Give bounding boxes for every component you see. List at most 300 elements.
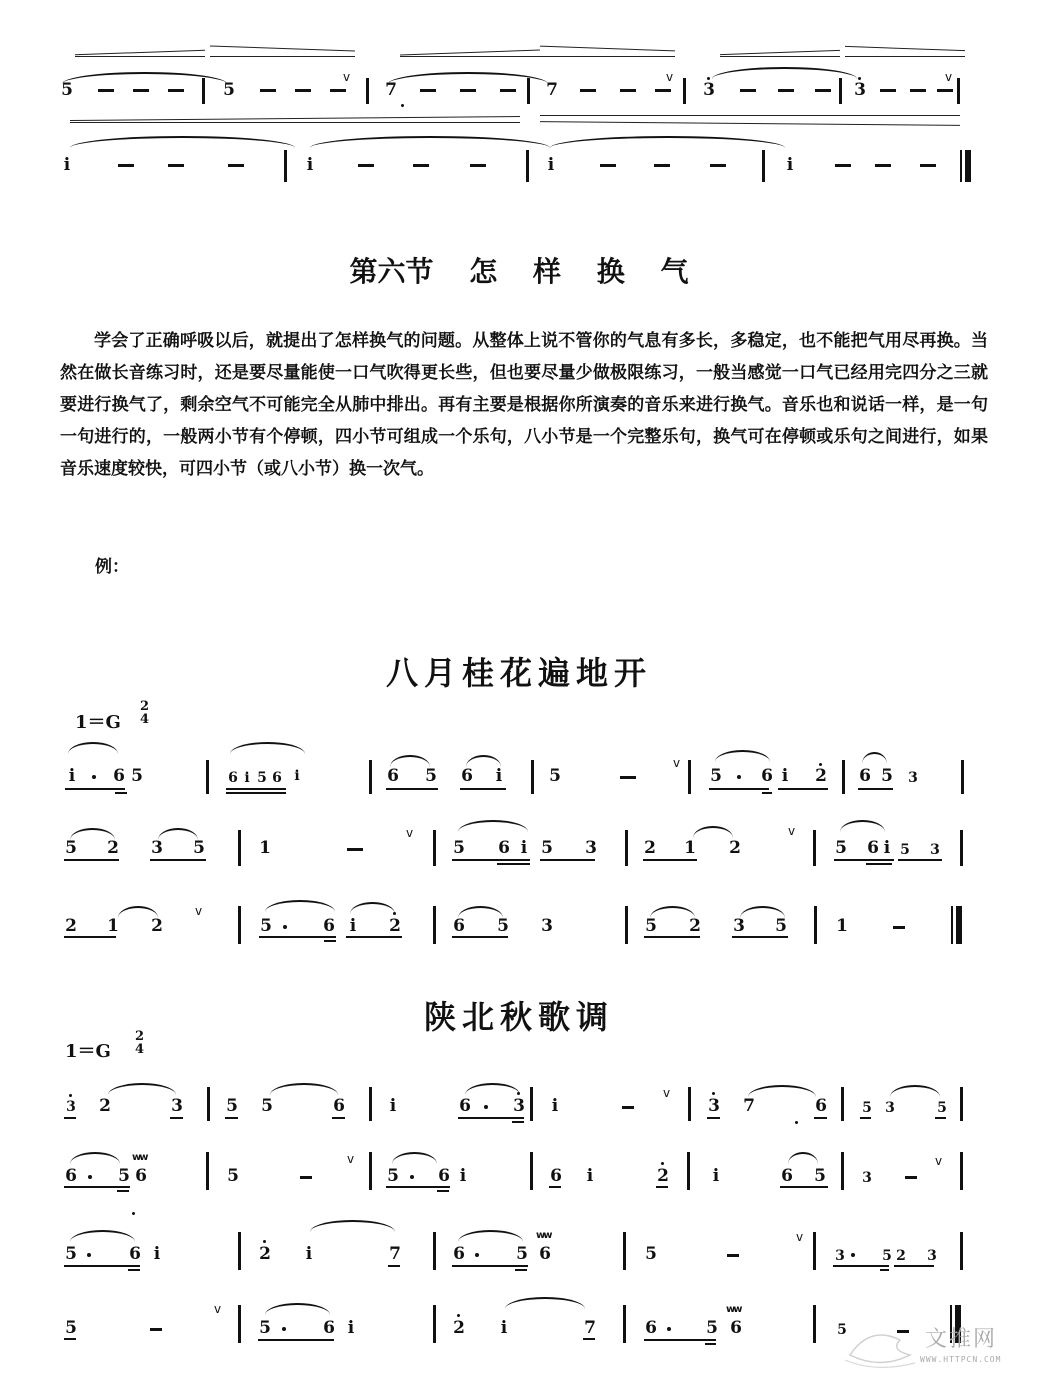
note: i — [294, 768, 300, 784]
note: 5 — [541, 838, 553, 858]
dash — [470, 164, 486, 167]
note: 1 — [259, 838, 271, 858]
note: 5 — [259, 1318, 271, 1338]
augmentation-dot — [851, 1253, 855, 1257]
song-title: 陕北秋歌调 — [423, 998, 614, 1036]
barline — [238, 906, 241, 944]
dash — [727, 1254, 739, 1257]
breath-mark: v — [214, 1302, 222, 1316]
underline — [115, 792, 127, 794]
dash — [620, 776, 636, 779]
note: 7 — [385, 80, 397, 100]
dash — [150, 1328, 162, 1331]
barline — [238, 830, 241, 866]
slur — [788, 1152, 818, 1164]
dash — [413, 164, 429, 167]
time-top: 2 — [140, 699, 150, 714]
barline — [957, 78, 960, 104]
underline — [814, 1117, 827, 1119]
breath-mark: v — [673, 756, 681, 770]
time-signature — [140, 700, 149, 726]
underline — [452, 859, 530, 861]
note: 5 — [645, 1244, 657, 1264]
dash — [260, 89, 276, 92]
dash — [300, 1176, 312, 1179]
note: 5 — [118, 1166, 130, 1186]
time-signature — [135, 1030, 144, 1056]
crescendo-hairpin — [540, 115, 960, 116]
high-octave-dot — [661, 1162, 664, 1165]
barline — [530, 1152, 533, 1190]
slur — [458, 820, 528, 832]
underline — [866, 863, 892, 865]
dash — [358, 164, 374, 167]
note: i — [786, 155, 794, 175]
slur — [70, 1230, 135, 1242]
underline — [452, 936, 508, 938]
underline — [64, 859, 119, 861]
high-octave-dot — [457, 1314, 460, 1317]
underline — [324, 940, 336, 942]
slur — [265, 900, 335, 912]
note: 5 — [710, 766, 722, 786]
barline — [625, 906, 628, 944]
note: i — [495, 766, 503, 786]
note: 3 — [171, 1096, 183, 1116]
high-octave-dot — [263, 1240, 266, 1243]
barline — [814, 906, 817, 944]
trill-mark: ww — [132, 1152, 147, 1163]
underline — [65, 788, 125, 790]
crescendo-hairpin — [400, 50, 540, 56]
breath-mark: v — [788, 824, 796, 838]
note: 6 — [761, 766, 773, 786]
barline — [433, 830, 436, 866]
note: 6 — [333, 1096, 345, 1116]
underline — [709, 788, 769, 790]
dash — [835, 164, 851, 167]
augmentation-dot — [410, 1175, 414, 1179]
underline — [644, 936, 700, 938]
note: 5 — [549, 766, 561, 786]
underline — [64, 936, 116, 938]
note: 1 — [836, 916, 848, 936]
high-octave-dot — [393, 912, 396, 915]
note: 3 — [66, 1099, 76, 1115]
note: 6 — [461, 766, 473, 786]
dash — [228, 164, 244, 167]
underline — [226, 788, 286, 790]
crescendo-hairpin — [75, 56, 205, 57]
note: 5 — [882, 1248, 892, 1264]
dash — [815, 89, 831, 92]
underline — [860, 1117, 871, 1119]
underline — [64, 1117, 76, 1119]
dash — [937, 89, 953, 92]
dash — [98, 89, 114, 92]
note: 5 — [706, 1318, 718, 1338]
dash — [460, 89, 476, 92]
note: i — [349, 916, 357, 936]
barline — [813, 1232, 816, 1270]
barline — [366, 78, 369, 104]
dash — [500, 89, 516, 92]
note: 2 — [689, 916, 701, 936]
slur — [465, 1083, 520, 1095]
breath-mark: v — [663, 1086, 671, 1100]
underline — [858, 788, 893, 790]
barline — [960, 1232, 963, 1270]
time-top: 2 — [135, 1029, 145, 1044]
note: 7 — [584, 1318, 596, 1338]
underline — [458, 1117, 524, 1119]
trill-mark: ww — [536, 1230, 551, 1241]
underline — [515, 1269, 527, 1271]
note: 7 — [546, 80, 558, 100]
low-octave-dot — [795, 1121, 798, 1124]
underline — [762, 792, 772, 794]
dash — [168, 89, 184, 92]
barline — [961, 760, 964, 794]
section-title: 第六节 怎 样 换 气 — [349, 255, 689, 288]
note: 5 — [226, 1096, 238, 1116]
barline — [688, 1087, 691, 1121]
breath-mark: v — [347, 1152, 355, 1166]
barline — [841, 1087, 844, 1121]
note: 3 — [854, 80, 866, 100]
underline — [540, 859, 595, 861]
underline — [332, 1117, 345, 1119]
decrescendo-hairpin — [540, 121, 960, 126]
slur — [68, 742, 118, 754]
barline — [238, 1305, 241, 1343]
dash — [778, 89, 794, 92]
note: 5 — [131, 766, 143, 786]
note: 6 — [498, 838, 510, 858]
body-paragraph — [60, 325, 988, 485]
paragraph-text: 学会了正确呼吸以后，就提出了怎样换气的问题。从整体上说不管你的气息有多长，多稳定，也不能把气用尽再换。当然在做长音练习时，还是要尽量能使一口气吹得更长些，但也要尽量少做极限练习，一般当感觉一口气已经用完四分之三就要进行换气了，剩余空气不可能完全从肺中排出。再有主要是根据你所演奏的音乐来进行换气。音乐也和说话一样，是一句一句进行的，一般两小节有个停顿，四小节可组成一个乐句，八小节是一个完整乐句，换气可在停顿或乐句之间进行，如果音乐速度较快，可四小节（或八小节）换一次气。 — [60, 331, 988, 479]
ornament-dot — [132, 1212, 135, 1215]
dash — [295, 89, 311, 92]
note: 3 — [541, 916, 553, 936]
slur — [108, 1083, 176, 1095]
note: 6 — [781, 1166, 793, 1186]
augmentation-dot — [87, 1253, 91, 1257]
note: 2 — [99, 1096, 111, 1116]
note: 2 — [657, 1166, 669, 1186]
crescendo-hairpin — [400, 56, 540, 57]
underline — [460, 788, 506, 790]
dash — [880, 89, 896, 92]
note: 1 — [684, 838, 696, 858]
breath-mark: v — [666, 70, 674, 84]
crescendo-hairpin — [75, 50, 205, 56]
underline — [346, 936, 402, 938]
note: 5 — [645, 916, 657, 936]
note: 5 — [65, 1318, 77, 1338]
underline — [643, 859, 697, 861]
key-signature: 1＝G — [65, 1041, 111, 1062]
barline — [526, 150, 529, 182]
high-octave-dot — [69, 1094, 72, 1097]
high-octave-dot — [712, 1092, 715, 1095]
note: 1 — [107, 916, 119, 936]
note: 3 — [513, 1096, 525, 1116]
note: i — [63, 155, 71, 175]
dash — [118, 164, 134, 167]
note: 6 — [323, 916, 335, 936]
slur — [265, 1303, 330, 1315]
augmentation-dot — [88, 1175, 92, 1179]
note: i — [389, 1096, 397, 1116]
decrescendo-hairpin — [845, 46, 965, 51]
underline — [128, 1269, 140, 1271]
dash — [920, 164, 936, 167]
note: 3 — [708, 1096, 720, 1116]
barline — [433, 1305, 436, 1343]
barline — [960, 830, 963, 866]
barline — [433, 1232, 436, 1270]
note: 5 — [837, 1322, 847, 1338]
dash — [420, 89, 436, 92]
note: i — [306, 155, 314, 175]
underline — [935, 1117, 946, 1119]
augmentation-dot — [92, 775, 96, 779]
barline — [762, 150, 765, 182]
decrescendo-hairpin — [210, 56, 355, 57]
note: 3 — [927, 1248, 937, 1264]
note: i — [551, 1096, 559, 1116]
slur — [890, 1085, 940, 1097]
note: 6 — [550, 1166, 562, 1186]
decrescendo-hairpin — [70, 122, 520, 123]
slur — [840, 820, 885, 832]
breath-mark: v — [195, 904, 203, 918]
note: 2 — [815, 766, 827, 786]
note: 6 — [453, 916, 465, 936]
note: 3 — [930, 842, 940, 858]
decrescendo-hairpin — [210, 45, 355, 51]
underline — [150, 859, 206, 861]
note: i — [547, 155, 555, 175]
note: 5 — [193, 838, 205, 858]
crescendo-hairpin — [720, 50, 840, 55]
underline — [64, 1265, 140, 1267]
note: 5 — [937, 1100, 947, 1116]
dash — [710, 164, 726, 167]
slur — [458, 1230, 523, 1242]
barline — [369, 1087, 372, 1121]
underline — [64, 1186, 130, 1188]
note: 5 — [775, 916, 787, 936]
watermark-text: 文推网 — [925, 1327, 998, 1352]
slur — [350, 902, 395, 914]
note: 5 — [497, 916, 509, 936]
note: 5 — [65, 838, 77, 858]
underline — [834, 859, 894, 861]
underline — [258, 1339, 334, 1341]
slur — [550, 136, 785, 148]
low-octave-dot — [401, 104, 404, 107]
underline — [386, 1186, 450, 1188]
slur — [392, 1152, 437, 1164]
note: 3 — [585, 838, 597, 858]
augmentation-dot — [475, 1253, 479, 1257]
barline — [813, 1305, 816, 1343]
note: 3 — [703, 80, 715, 100]
final-barline-thick — [956, 906, 962, 944]
underline — [732, 936, 788, 938]
slur — [230, 742, 305, 754]
note: 2 — [259, 1244, 271, 1264]
decrescendo-hairpin — [845, 56, 965, 57]
barline — [369, 1152, 372, 1190]
augmentation-dot — [484, 1105, 488, 1109]
decrescendo-hairpin — [540, 46, 675, 52]
high-octave-dot — [858, 77, 861, 80]
note: 2 — [453, 1318, 465, 1338]
note: 3 — [733, 916, 745, 936]
underline — [388, 1265, 400, 1267]
dash — [740, 89, 756, 92]
underline — [226, 792, 286, 794]
time-bottom: 4 — [135, 1042, 145, 1057]
note: 5 — [425, 766, 437, 786]
watermark-url: WWW.HTTPCN.COM — [920, 1355, 1002, 1364]
note: 5 — [227, 1166, 239, 1186]
note: 6 — [459, 1096, 471, 1116]
underline — [259, 936, 336, 938]
note: 3 — [835, 1248, 845, 1264]
note: 5 — [862, 1100, 872, 1116]
underline — [452, 1265, 528, 1267]
underline — [833, 1265, 889, 1267]
slur — [70, 136, 295, 148]
note: 5 — [387, 1166, 399, 1186]
note: 6 — [859, 766, 871, 786]
note: 2 — [65, 916, 77, 936]
underline — [583, 1338, 595, 1340]
trill-mark: ww — [726, 1304, 741, 1315]
underline — [64, 1338, 76, 1340]
barline — [238, 1232, 241, 1270]
note: 2 — [896, 1248, 906, 1264]
note: i — [305, 1244, 313, 1264]
note: 6 — [323, 1318, 335, 1338]
note: 5 — [453, 838, 465, 858]
note: 6 — [453, 1244, 465, 1264]
note: 3 — [885, 1100, 895, 1116]
note: 6 — [228, 770, 238, 786]
note: 5 — [814, 1166, 826, 1186]
dash — [580, 89, 596, 92]
barline — [433, 906, 436, 944]
barline — [842, 760, 845, 794]
high-octave-dot — [819, 763, 822, 766]
barline — [683, 78, 686, 104]
dash — [620, 89, 636, 92]
note: 3 — [151, 838, 163, 858]
dash — [905, 1176, 917, 1179]
note: i — [153, 1244, 161, 1264]
dash — [622, 1106, 634, 1109]
note: 2 — [729, 838, 741, 858]
dash — [600, 164, 616, 167]
barline — [623, 1232, 626, 1270]
note: i — [500, 1318, 508, 1338]
barline — [960, 1087, 963, 1121]
slur — [748, 1085, 816, 1097]
slur — [270, 1083, 338, 1095]
augmentation-dot — [667, 1327, 671, 1331]
dash — [654, 164, 670, 167]
note: i — [781, 766, 789, 786]
slur — [388, 72, 548, 84]
note: 6 — [730, 1318, 742, 1338]
underline — [778, 788, 828, 790]
note: 5 — [261, 1096, 273, 1116]
note: 3 — [862, 1170, 872, 1186]
note: i — [459, 1166, 467, 1186]
note: i — [68, 766, 76, 786]
note: 6 — [129, 1244, 141, 1264]
note: 6 — [387, 766, 399, 786]
barline — [813, 830, 816, 866]
note: 6 — [539, 1244, 551, 1264]
barline — [202, 78, 205, 104]
high-octave-dot — [517, 1092, 520, 1095]
underline — [705, 1343, 716, 1345]
augmentation-dot — [737, 775, 741, 779]
barline — [841, 1152, 844, 1190]
underline — [497, 863, 530, 865]
barline — [623, 1305, 626, 1343]
barline — [687, 1152, 690, 1190]
decrescendo-hairpin — [540, 56, 675, 57]
underline — [644, 1339, 716, 1341]
note: 2 — [389, 916, 401, 936]
slur — [715, 750, 770, 762]
key-signature: 1＝G — [75, 712, 121, 733]
slur — [693, 826, 733, 838]
note: 2 — [107, 838, 119, 858]
note: i — [712, 1166, 720, 1186]
note: 5 — [257, 770, 267, 786]
note: 5 — [835, 838, 847, 858]
barline — [625, 830, 628, 866]
note: 3 — [908, 770, 918, 786]
barline — [284, 150, 287, 182]
underline — [225, 1117, 238, 1119]
note: 5 — [65, 1244, 77, 1264]
underline — [437, 1190, 449, 1192]
slur — [310, 136, 550, 148]
note: 6 — [65, 1166, 77, 1186]
note: 6 — [867, 838, 879, 858]
barline — [207, 1087, 210, 1121]
barline — [839, 78, 842, 104]
barline — [206, 760, 209, 794]
song-title: 八月桂花遍地开 — [385, 654, 652, 692]
note: 7 — [743, 1096, 755, 1116]
note: 5 — [881, 766, 893, 786]
barline — [531, 760, 534, 794]
underline — [549, 1186, 561, 1188]
dash — [133, 89, 149, 92]
note: i — [244, 770, 250, 786]
note: 5 — [516, 1244, 528, 1264]
example-label: 例： — [95, 557, 129, 577]
